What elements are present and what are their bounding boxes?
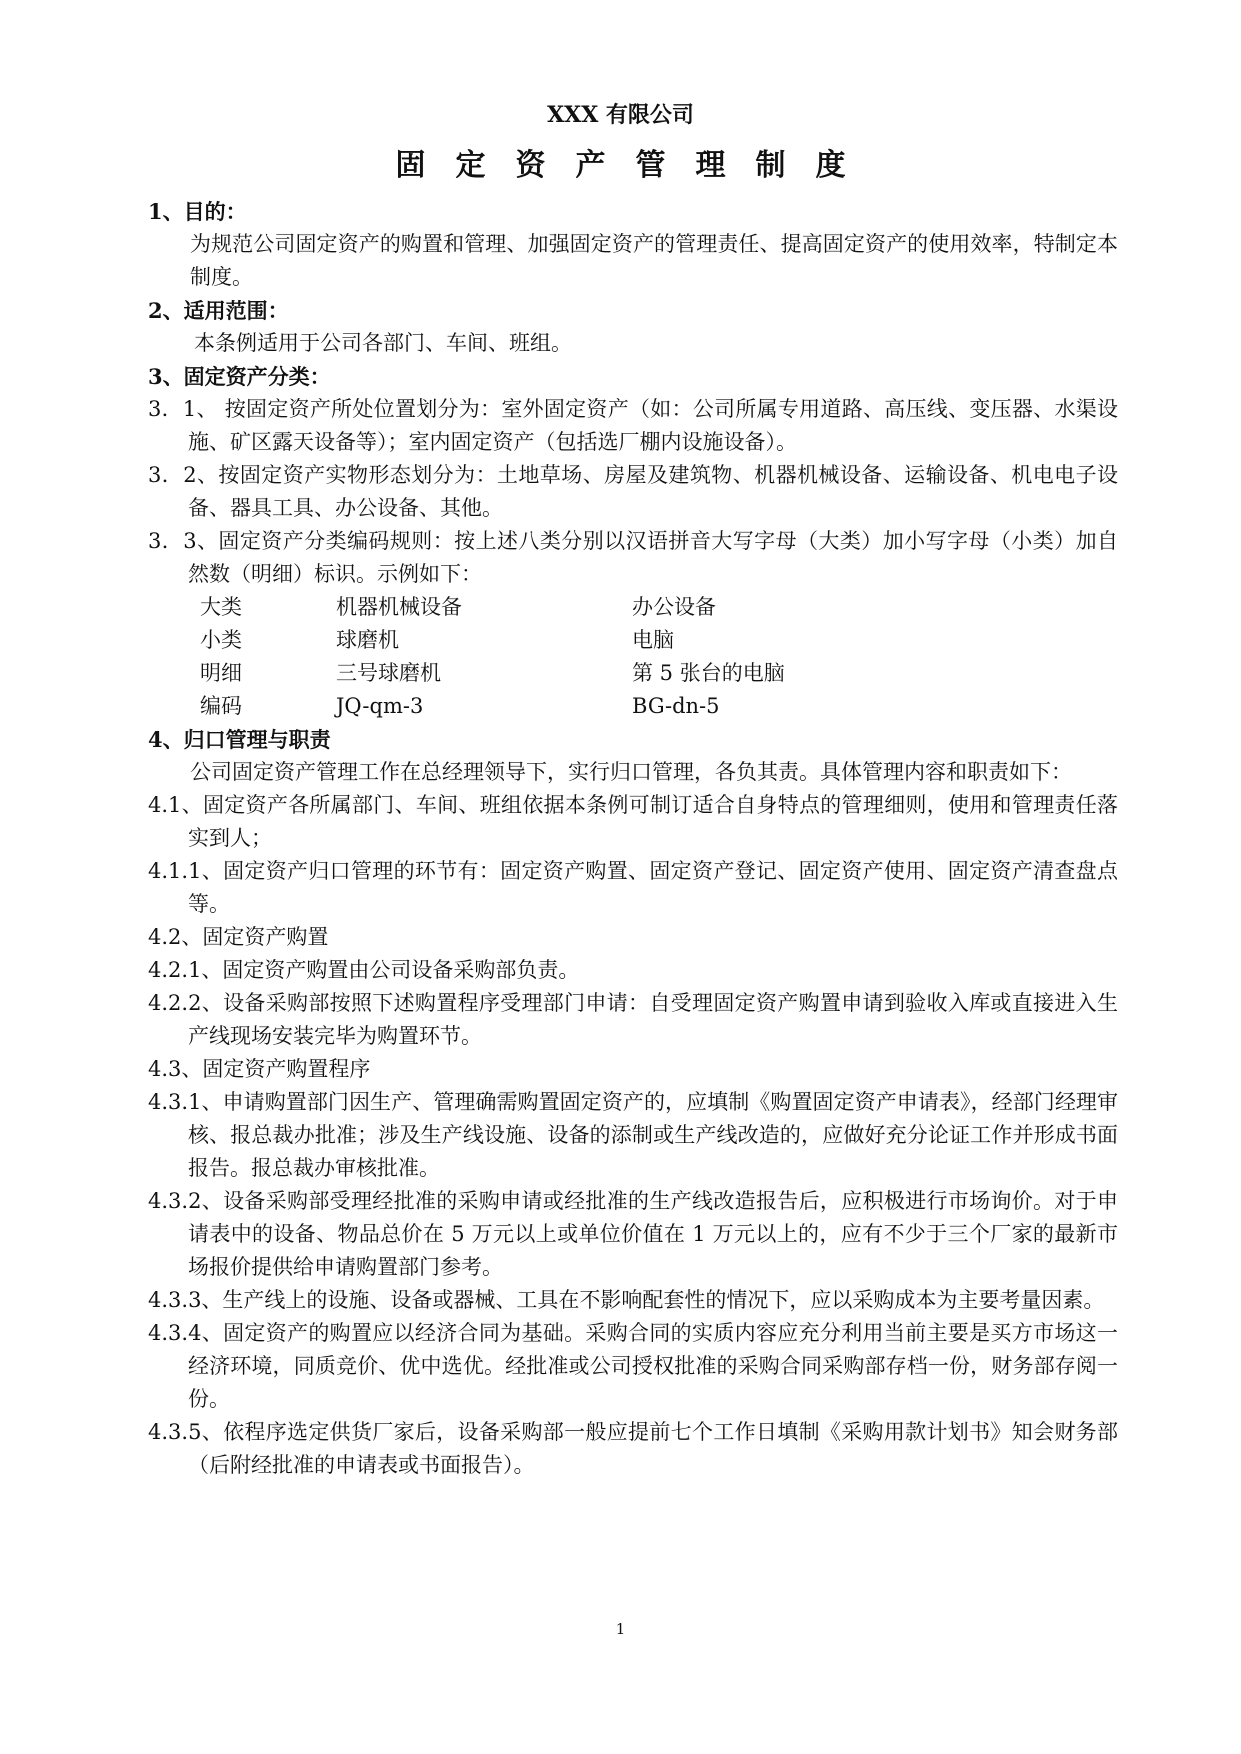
section-4-3-4: 4.3.4、固定资产的购置应以经济合同为基础。采购合同的实质内容应充分利用当前主要是买方市场这一经济环境，同质竞价、优中选优。经批准或公司授权批准的采购合同采购部存档一份，财务部存阅一份。: [148, 1321, 1118, 1411]
section-3-1: 3．1、 按固定资产所处位置划分为：室外固定资产（如：公司所属专用道路、高压线、变压器、水渠设施、矿区露天设备等）；室内固定资产（包括选厂棚内设施设备）。: [148, 397, 1118, 454]
table-cell: 大类: [200, 595, 242, 619]
classification-sample-table: [200, 591, 892, 723]
document-body: [148, 195, 1118, 1482]
table-cell: JQ-qm-3: [336, 694, 424, 718]
table-row: [200, 690, 892, 723]
section-3-3: 3．3、固定资产分类编码规则：按上述八类分别以汉语拼音大写字母（大类）加小写字母（小类）加自然数（明细）标识。示例如下：: [148, 529, 1118, 586]
table-row: [200, 591, 892, 624]
table-cell: 办公设备: [632, 595, 716, 619]
section-2-text: 本条例适用于公司各部门、车间、班组。: [194, 331, 572, 355]
section-4-3-5: 4.3.5、依程序选定供货厂家后，设备采购部一般应提前七个工作日填制《采购用款计划书》知会财务部（后附经批准的申请表或书面报告）。: [148, 1420, 1118, 1477]
table-row: [200, 657, 892, 690]
section-1-heading: 1、目的：: [148, 199, 247, 224]
section-1-text: 为规范公司固定资产的购置和管理、加强固定资产的管理责任、提高固定资产的使用效率，特制定本制度。: [190, 232, 1118, 289]
company-name: XXX 有限公司: [547, 102, 694, 128]
document-title: 固定资产管理制度: [395, 148, 876, 183]
section-4-2-1: 4.2.1、固定资产购置由公司设备采购部负责。: [148, 958, 580, 982]
section-4-3-1: 4.3.1、申请购置部门因生产、管理确需购置固定资产的，应填制《购置固定资产申请表》，经部门经理审核、报总裁办批准；涉及生产线设施、设备的添制或生产线改造的，应做好充分论证工作并形成书面报告。报总裁办审核批准。: [148, 1090, 1118, 1180]
section-3-2: 3．2、按固定资产实物形态划分为：土地草场、房屋及建筑物、机器机械设备、运输设备、机电电子设备、器具工具、办公设备、其他。: [148, 463, 1118, 520]
table-cell: 球磨机: [336, 628, 399, 652]
section-4-3: 4.3、固定资产购置程序: [148, 1057, 371, 1081]
section-4-1: 4.1、固定资产各所属部门、车间、班组依据本条例可制订适合自身特点的管理细则，使用和管理责任落实到人；: [148, 793, 1118, 850]
section-4-text: 公司固定资产管理工作在总经理领导下，实行归口管理，各负其责。具体管理内容和职责如下：: [190, 760, 1072, 784]
table-cell: 明细: [200, 661, 242, 685]
section-4-1-1: 4.1.1、固定资产归口管理的环节有：固定资产购置、固定资产登记、固定资产使用、固定资产清查盘点等。: [148, 859, 1118, 916]
section-4-3-2: 4.3.2、设备采购部受理经批准的采购申请或经批准的生产线改造报告后，应积极进行市场询价。对于申请表中的设备、物品总价在 5 万元以上或单位价值在 1 万元以上的，应有不少于三个厂家的最新市场报价提供给申请购置部门参考。: [148, 1189, 1118, 1279]
table-cell: 编码: [200, 694, 242, 718]
table-cell: 机器机械设备: [336, 595, 462, 619]
section-4-heading: 4、归口管理与职责: [148, 727, 331, 752]
table-cell: 第 5 张台的电脑: [632, 661, 785, 685]
table-cell: BG-dn-5: [632, 694, 720, 718]
table-cell: 三号球磨机: [336, 661, 441, 685]
table-cell: 小类: [200, 628, 242, 652]
table-cell: 电脑: [632, 628, 674, 652]
section-2-heading: 2、适用范围：: [148, 298, 289, 323]
page-number: 1: [615, 1620, 626, 1638]
section-4-2: 4.2、固定资产购置: [148, 925, 329, 949]
section-4-2-2: 4.2.2、设备采购部按照下述购置程序受理部门申请：自受理固定资产购置申请到验收入库或直接进入生产线现场安装完毕为购置环节。: [148, 991, 1118, 1048]
table-row: [200, 624, 892, 657]
section-3-heading: 3、固定资产分类：: [148, 364, 331, 389]
section-4-3-3: 4.3.3、生产线上的设施、设备或器械、工具在不影响配套性的情况下，应以采购成本为主要考量因素。: [148, 1288, 1105, 1312]
